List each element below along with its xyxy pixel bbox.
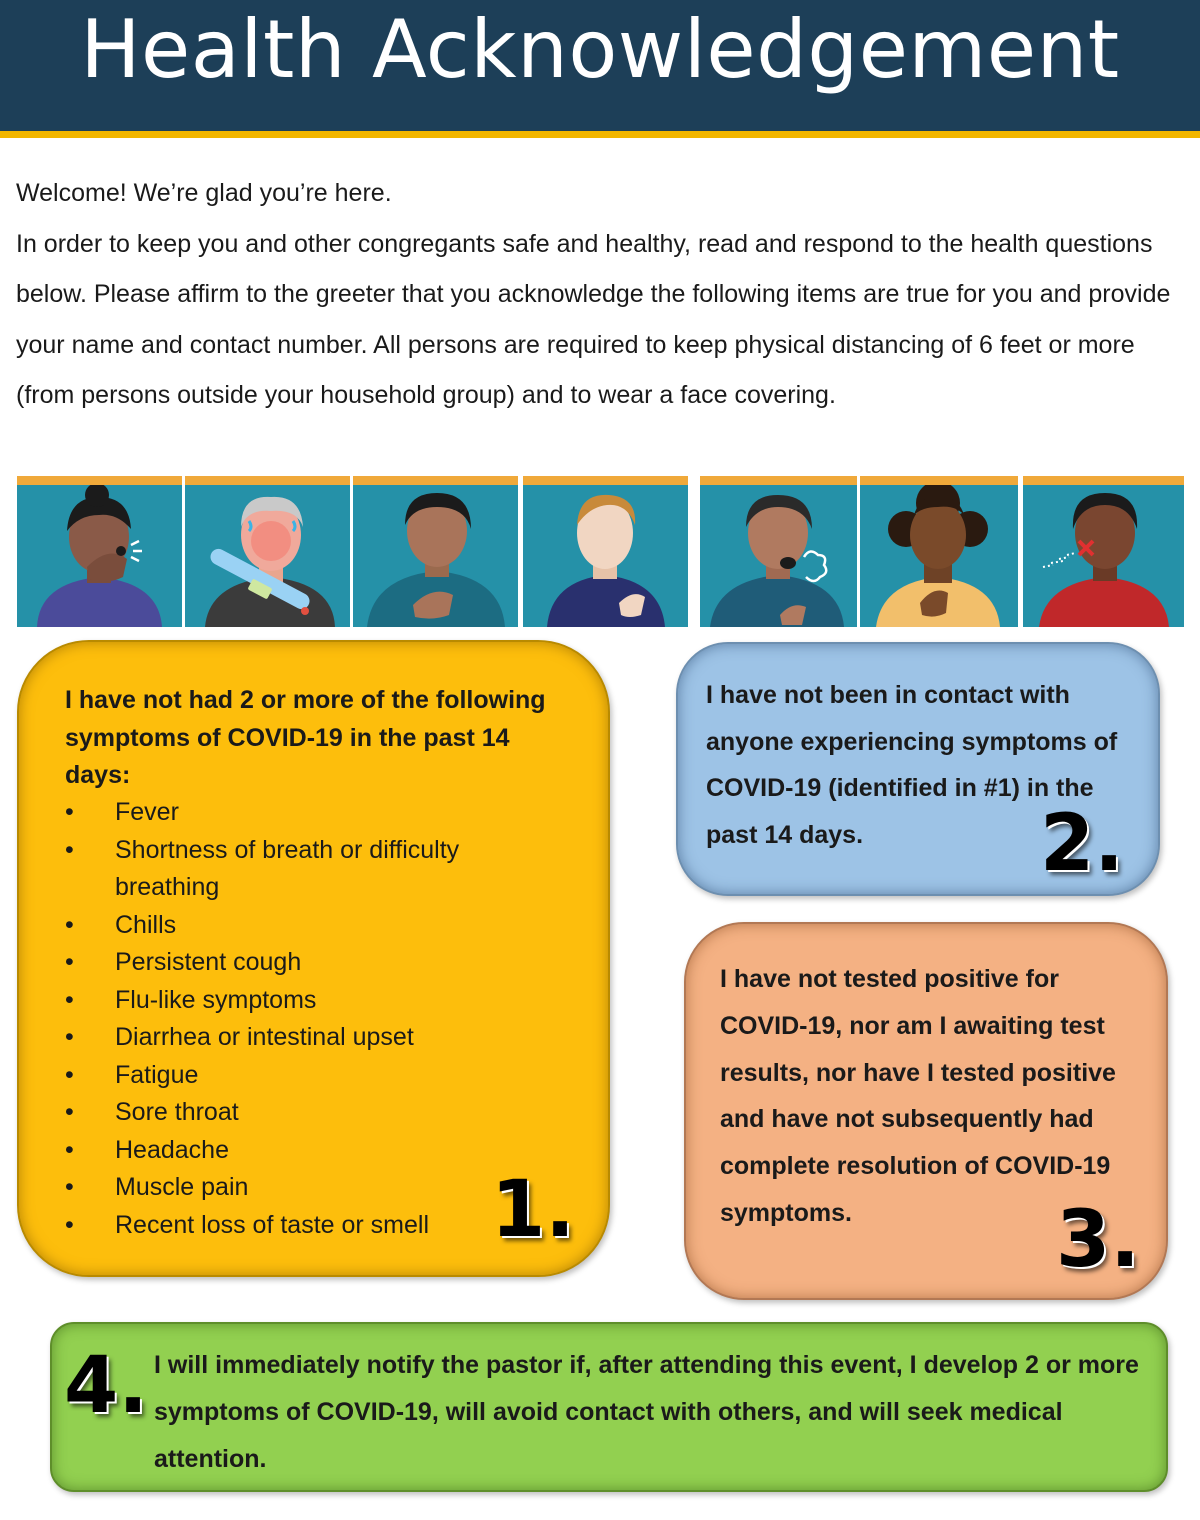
card-number-4: 4. xyxy=(64,1341,148,1431)
list-item: • Flu-like symptoms xyxy=(65,982,535,1020)
header-banner xyxy=(0,0,1200,138)
testing-card xyxy=(684,922,1168,1300)
list-item: • Shortness of breath or difficulty breathing xyxy=(65,832,535,907)
intro-text xyxy=(16,168,1186,421)
list-item: • Sore throat xyxy=(65,1094,535,1132)
symptom-illustration-strip xyxy=(17,476,1184,627)
person-loss-of-smell-icon xyxy=(1023,476,1184,627)
contact-card-text: I have not been in contact with anyone experiencing symptoms of COVID-19 (identified in #1) in the past 14 days. xyxy=(706,681,1118,849)
person-shortness-of-breath-icon xyxy=(700,476,857,627)
list-item: • Diarrhea or intestinal upset xyxy=(65,1019,535,1057)
list-item: • Headache xyxy=(65,1132,535,1170)
card-number-2: 2. xyxy=(1040,799,1124,889)
contact-card xyxy=(676,642,1160,896)
notify-card xyxy=(50,1322,1168,1492)
person-fatigue-icon xyxy=(523,476,688,627)
page-title: Health Acknowledgement xyxy=(80,3,1120,96)
person-chills-icon xyxy=(353,476,518,627)
notify-card-text: I will immediately notify the pastor if, after attending this event, I develop 2 or more symptoms of COVID-19, will avoid contact with others, and will seek medical attention. xyxy=(154,1351,1139,1473)
card-number-1: 1. xyxy=(491,1165,575,1255)
symptoms-card xyxy=(17,640,610,1277)
intro-body: In order to keep you and other congregants safe and healthy, read and respond to the health questions below. Please affirm to the greeter that you acknowledge the following items are true for you and provide your name and contact number. All persons are required to keep physical distancing of 6 feet or more (from persons outside your household group) and to wear a face covering. xyxy=(16,229,1171,409)
symptoms-list xyxy=(65,794,535,1244)
symptoms-card-title: I have not had 2 or more of the following symptoms of COVID-19 in the past 14 days: xyxy=(65,686,546,789)
list-item: • Muscle pain xyxy=(65,1169,535,1207)
list-item: • Persistent cough xyxy=(65,944,535,982)
card-number-3: 3. xyxy=(1056,1195,1140,1285)
intro-greeting: Welcome! We’re glad you’re here. xyxy=(16,179,392,207)
testing-card-text: I have not tested positive for COVID-19, nor am I awaiting test results, nor have I tested positive and have not subsequently had complete resolution of COVID-19 symptoms. xyxy=(720,965,1116,1227)
list-item: • Fatigue xyxy=(65,1057,535,1095)
person-coughing-icon xyxy=(17,476,182,627)
person-sore-throat-icon xyxy=(860,476,1018,627)
list-item: • Fever xyxy=(65,794,535,832)
list-item: • Recent loss of taste or smell xyxy=(65,1207,535,1245)
person-fever-thermometer-icon xyxy=(185,476,350,627)
list-item: • Chills xyxy=(65,907,535,945)
